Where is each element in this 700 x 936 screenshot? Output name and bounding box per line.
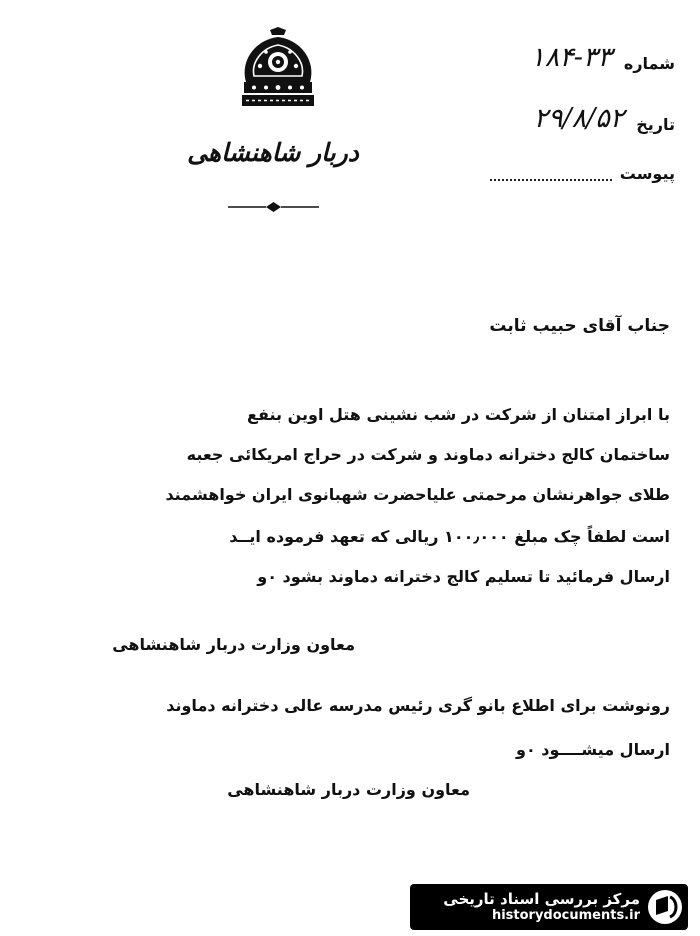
watermark-badge bbox=[410, 884, 688, 930]
signature-line: معاون وزارت دربار شاهنشاهی bbox=[227, 780, 470, 799]
number-field bbox=[530, 42, 675, 73]
date-field bbox=[534, 103, 675, 134]
watermark-website: historydocuments.ir bbox=[491, 908, 640, 923]
number-value: ۱۸۴-۳۳ bbox=[530, 42, 612, 73]
attachment-blank-line bbox=[490, 167, 612, 181]
paragraph-line: طلای جواهرنشان مرحمتی علیاحضرت شهبانوی ایران خواهشمند bbox=[165, 485, 670, 504]
addressee: جناب آقای حبیب ثابت bbox=[489, 316, 670, 336]
attachment-label: پیوست bbox=[619, 164, 675, 183]
paragraph-line: ساختمان کالج دخترانه دماوند و شرکت در حراج امریکائی جعبه bbox=[186, 445, 670, 464]
attachment-field bbox=[490, 164, 675, 183]
paragraph-line: است لطفاً چک مبلغ ۱۰۰٫۰۰۰ ریالی که تعهد فرموده ایــد bbox=[229, 527, 670, 546]
cc-line: رونوشت برای اطلاع بانو گری رئیس مدرسه عالی دخترانه دماوند bbox=[166, 696, 670, 715]
crown-icon bbox=[232, 26, 324, 110]
date-value: ۲۹/۸/۵۲ bbox=[533, 103, 625, 134]
number-label: شماره bbox=[623, 54, 675, 73]
archive-logo-icon bbox=[646, 888, 684, 926]
date-label: تاریخ bbox=[636, 115, 675, 134]
paragraph-line: ارسال فرمائید تا تسلیم کالج دخترانه دماوند بشود ٠و bbox=[257, 567, 670, 586]
cc-line: ارسال میشــــود ٠و bbox=[515, 740, 670, 759]
watermark-text bbox=[443, 890, 640, 924]
court-title: دربار شاهنشاهی bbox=[187, 138, 359, 167]
signature-line: معاون وزارت دربار شاهنشاهی bbox=[112, 635, 355, 654]
paragraph-line: با ابراز امتنان از شرکت در شب نشینی هتل اوین بنفع bbox=[247, 405, 670, 424]
watermark-org-name: مرکز بررسی اسناد تاریخی bbox=[443, 890, 640, 908]
divider-ornament bbox=[226, 199, 321, 215]
